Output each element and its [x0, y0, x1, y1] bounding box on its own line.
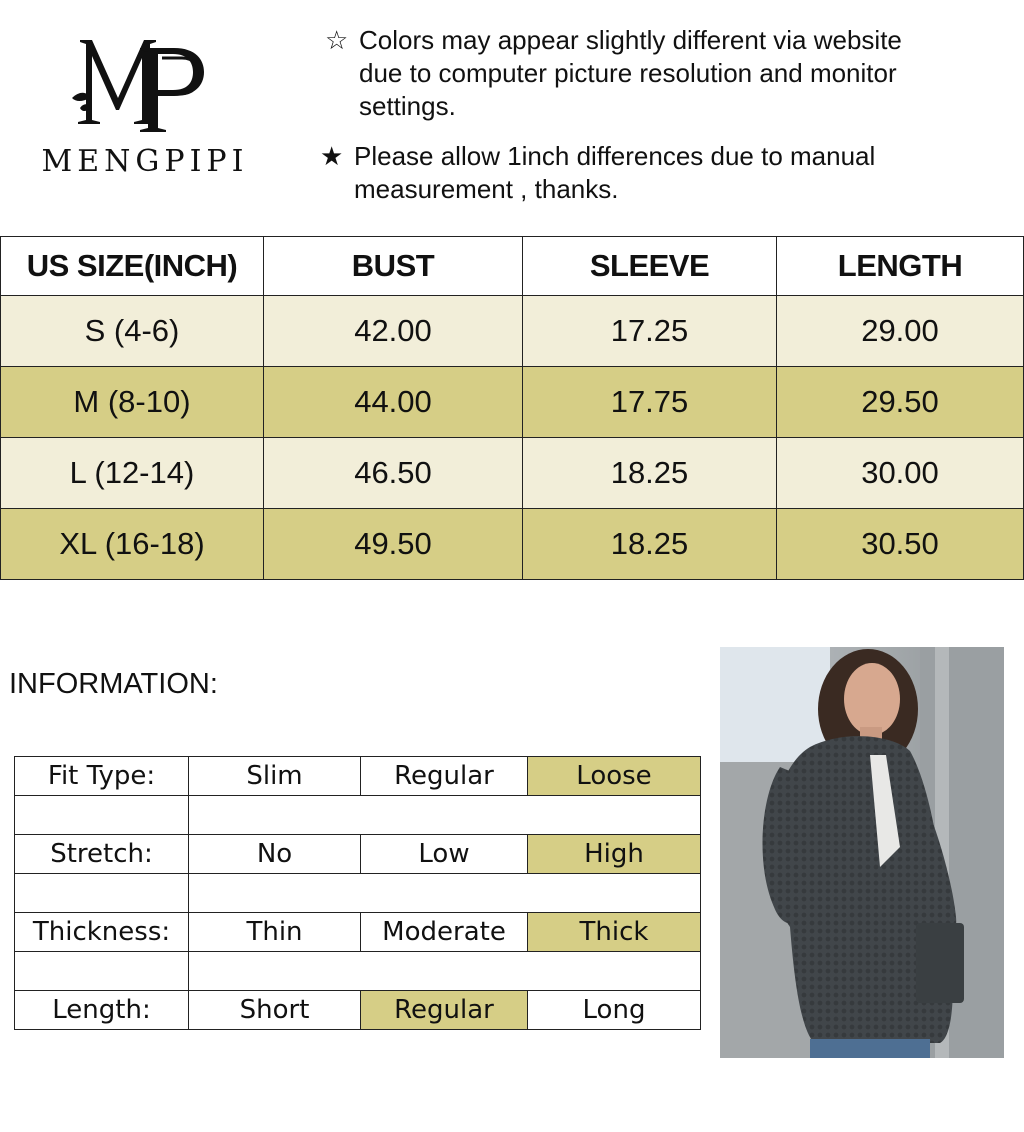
column-header: US SIZE(INCH): [1, 237, 264, 296]
table-row: [1, 509, 1024, 580]
option-cell: Long: [528, 991, 701, 1030]
option-cell: Thin: [189, 913, 361, 952]
thickness-row: [15, 913, 701, 952]
bust-cell: 44.00: [264, 367, 523, 438]
size-chart-table: [0, 236, 1024, 580]
table-row: [1, 438, 1024, 509]
brand-logo: [30, 28, 260, 188]
note-line: due to computer picture resolution and monitor: [359, 58, 897, 88]
attribute-label: Fit Type:: [15, 757, 189, 796]
spacer-cell: [15, 796, 189, 835]
outline-star-icon: ☆: [325, 25, 349, 55]
option-cell-selected: Thick: [528, 913, 701, 952]
option-cell-selected: Regular: [361, 991, 528, 1030]
product-photo: [720, 647, 1004, 1058]
spacer-cell: [15, 952, 189, 991]
note-line: settings.: [359, 91, 456, 121]
bust-cell: 46.50: [264, 438, 523, 509]
color-disclaimer-note: [325, 24, 1015, 123]
brand-name: MENGPIPI: [41, 144, 249, 179]
model-in-cardigan-image: [720, 647, 1004, 1058]
note-line: Please allow 1inch differences due to manual: [354, 141, 876, 171]
sleeve-cell: 17.25: [523, 296, 777, 367]
sleeve-cell: 18.25: [523, 438, 777, 509]
length-cell: 30.50: [777, 509, 1024, 580]
size-cell: XL (16-18): [1, 509, 264, 580]
column-header: BUST: [264, 237, 523, 296]
option-cell-selected: High: [528, 835, 701, 874]
size-cell: S (4-6): [1, 296, 264, 367]
stretch-row: [15, 835, 701, 874]
option-cell: Short: [189, 991, 361, 1030]
spacer-row: [15, 796, 701, 835]
note-line: measurement , thanks.: [354, 174, 619, 204]
information-heading: INFORMATION:: [9, 668, 218, 700]
table-row: [1, 367, 1024, 438]
size-cell: L (12-14): [1, 438, 264, 509]
measurement-note: [320, 140, 1010, 206]
sleeve-cell: 17.75: [523, 367, 777, 438]
option-cell: Low: [361, 835, 528, 874]
spacer-row: [15, 952, 701, 991]
attribute-label: Thickness:: [15, 913, 189, 952]
monogram-logo-icon: [70, 28, 220, 138]
length-cell: 30.00: [777, 438, 1024, 509]
option-cell: No: [189, 835, 361, 874]
size-cell: M (8-10): [1, 367, 264, 438]
spacer-cell: [189, 796, 701, 835]
option-cell: Moderate: [361, 913, 528, 952]
note-line: Colors may appear slightly different via website: [359, 25, 902, 55]
spacer-cell: [189, 874, 701, 913]
attribute-label: Length:: [15, 991, 189, 1030]
sleeve-cell: 18.25: [523, 509, 777, 580]
filled-star-icon: ★: [320, 141, 344, 171]
length-row: [15, 991, 701, 1030]
attribute-label: Stretch:: [15, 835, 189, 874]
column-header: SLEEVE: [523, 237, 777, 296]
length-cell: 29.50: [777, 367, 1024, 438]
bust-cell: 49.50: [264, 509, 523, 580]
spacer-cell: [15, 874, 189, 913]
bust-cell: 42.00: [264, 296, 523, 367]
length-cell: 29.00: [777, 296, 1024, 367]
spacer-cell: [189, 952, 701, 991]
product-info-table: [14, 756, 701, 1030]
option-cell: Slim: [189, 757, 361, 796]
table-row: [1, 296, 1024, 367]
column-header: LENGTH: [777, 237, 1024, 296]
spacer-row: [15, 874, 701, 913]
fit-type-row: [15, 757, 701, 796]
table-header-row: [1, 237, 1024, 296]
option-cell-selected: Loose: [528, 757, 701, 796]
option-cell: Regular: [361, 757, 528, 796]
